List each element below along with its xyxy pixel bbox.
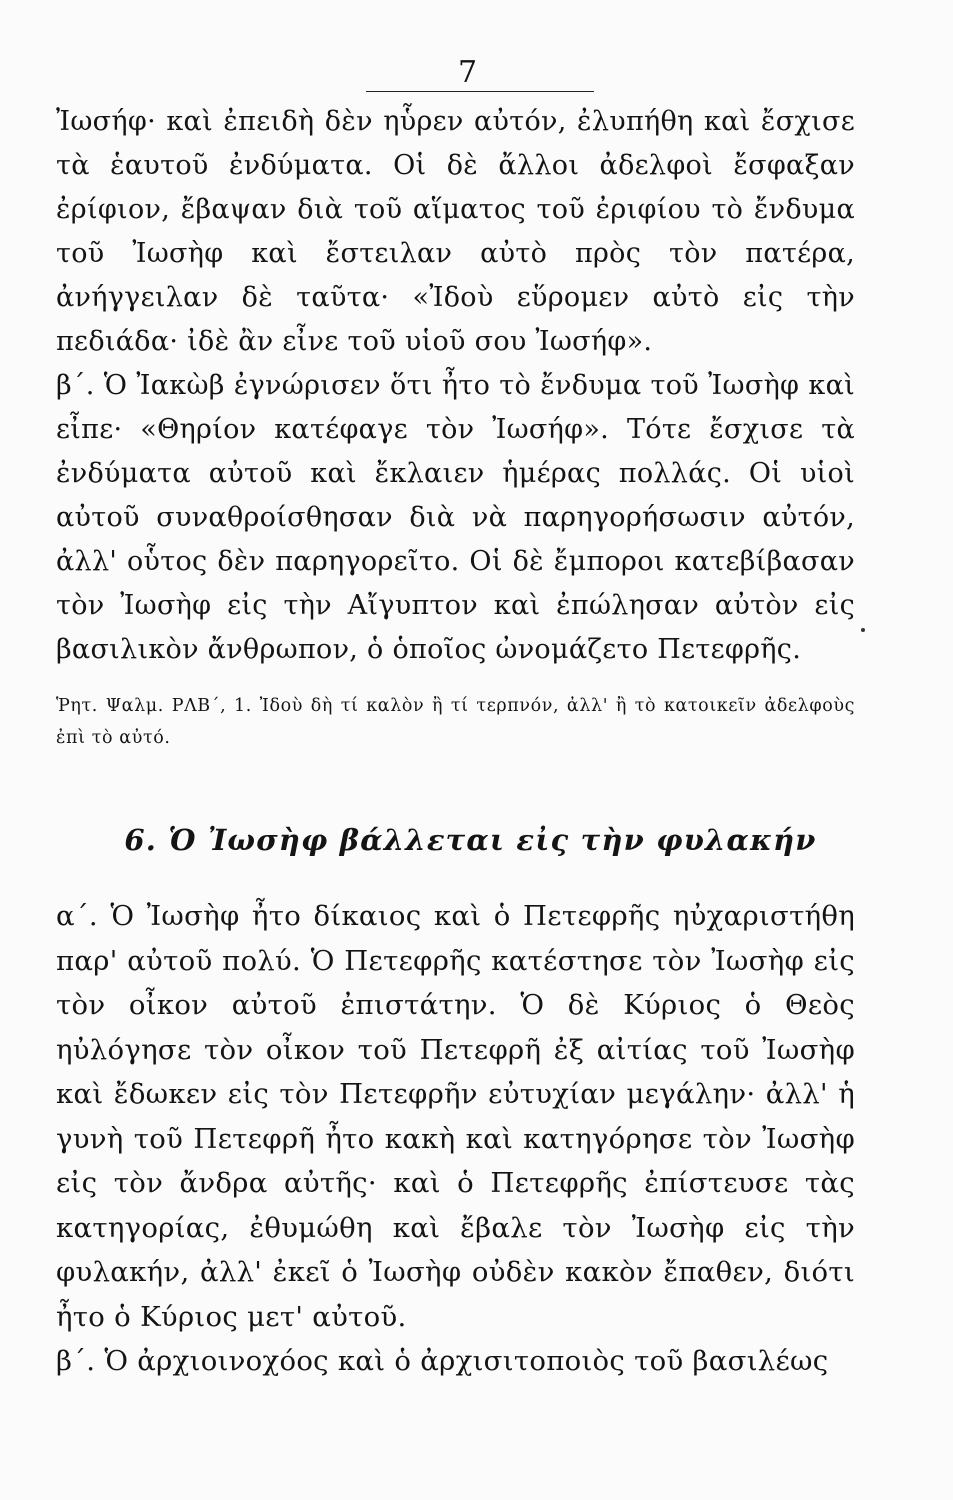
paragraph-joseph-prison: α΄. Ὁ Ἰωσὴφ ἦτο δίκαιος καὶ ὁ Πετεφρῆς ηὐχαριστήθη παρ' αὐτοῦ πολύ. Ὁ Πετεφρῆς κατέστησε τὸν Ἰωσὴφ εἰς τὸν οἶκον αὐτοῦ ἐπιστάτην. Ὁ δὲ Κύριος ὁ Θεὸς ηὐλόγησε τὸν οἶκον τοῦ Πετεφρῆ ἐξ αἰτίας τοῦ Ἰωσὴφ καὶ ἔδωκεν εἰς τὸν Πετεφρῆν εὐτυχίαν μεγάλην· ἀλλ' ἡ γυνὴ τοῦ Πετεφρῆ ἦτο κακὴ καὶ κατηγόρησε τὸν Ἰωσὴφ εἰς τὸν ἄνδρα αὐτῆς· καὶ ὁ Πετεφρῆς ἐπίστευσε τὰς κατηγορίας, ἐθυμώθη καὶ ἔβαλε τὸν Ἰωσὴφ εἰς τὴν φυλακήν, ἀλλ' ἐκεῖ ὁ Ἰωσὴφ οὐδὲν κακὸν ἔπαθεν, διότι ἦτο ὁ Κύριος μετ' αὐτοῦ. bbox=[56, 900, 855, 1333]
page-number: 7 bbox=[458, 55, 478, 90]
margin-dot bbox=[861, 628, 865, 632]
lower-text-block bbox=[56, 894, 855, 1384]
paragraph-jacob-mourns: β΄. Ὁ Ἰακὼβ ἐγνώρισεν ὅτι ἦτο τὸ ἔνδυμα τοῦ Ἰωσὴφ καὶ εἶπε· «Θηρίον κατέφαγε τὸν Ἰωσήφ». Τότε ἔσχισε τὰ ἐνδύματα αὐτοῦ καὶ ἔκλαιεν ἡμέρας πολλάς. Οἱ υἱοὶ αὐτοῦ συναθροίσθησαν διὰ νὰ παρηγορήσωσιν αὐτόν, ἀλλ' οὗτος δὲν παρηγορεῖτο. Οἱ δὲ ἔμποροι κατεβίβασαν τὸν Ἰωσὴφ εἰς τὴν Αἴγυπτον καὶ ἐπώλησαν αὐτὸν εἰς βασιλικὸν ἄνθρωπον, ὁ ὁποῖος ὠνομάζετο Πετεφρῆς. bbox=[56, 370, 855, 665]
paragraph-cupbearer-baker: β΄. Ὁ ἀρχιοινοχόος καὶ ὁ ἀρχισιτοποιὸς τοῦ βασιλέως bbox=[56, 1345, 829, 1377]
page-header bbox=[56, 55, 855, 100]
paragraph-joseph-missing: Ἰωσήφ· καὶ ἐπειδὴ δὲν ηὗρεν αὐτόν, ἐλυπήθη καὶ ἔσχισε τὰ ἑαυτοῦ ἐνδύματα. Οἱ δὲ ἄλλοι ἀδελφοὶ ἔσφαξαν ἐρίφιον, ἔβαψαν διὰ τοῦ αἵματος τοῦ ἐριφίου τὸ ἔνδυμα τοῦ Ἰωσὴφ καὶ ἔστειλαν αὐτὸ πρὸς τὸν πατέρα, ἀνήγγειλαν δὲ ταῦτα· «Ἰδοὺ εὕρομεν αὐτὸ εἰς τὴν πεδιάδα· ἰδὲ ἂν εἶνε τοῦ υἱοῦ σου Ἰωσήφ». bbox=[56, 106, 855, 357]
header-rule bbox=[366, 91, 594, 92]
psalm-note: Ῥητ. Ψαλμ. ΡΛΒ΄, 1. Ἰδοὺ δὴ τί καλὸν ἢ τί τερπνόν, ἀλλ' ἢ τὸ κατοικεῖν ἀδελφοὺς ἐπὶ τὸ αὐτό. bbox=[56, 696, 855, 748]
upper-text-block bbox=[56, 100, 855, 754]
section-title: 6. Ὁ Ἰωσὴφ βάλλεται εἰς τὴν φυλακήν bbox=[124, 823, 817, 857]
